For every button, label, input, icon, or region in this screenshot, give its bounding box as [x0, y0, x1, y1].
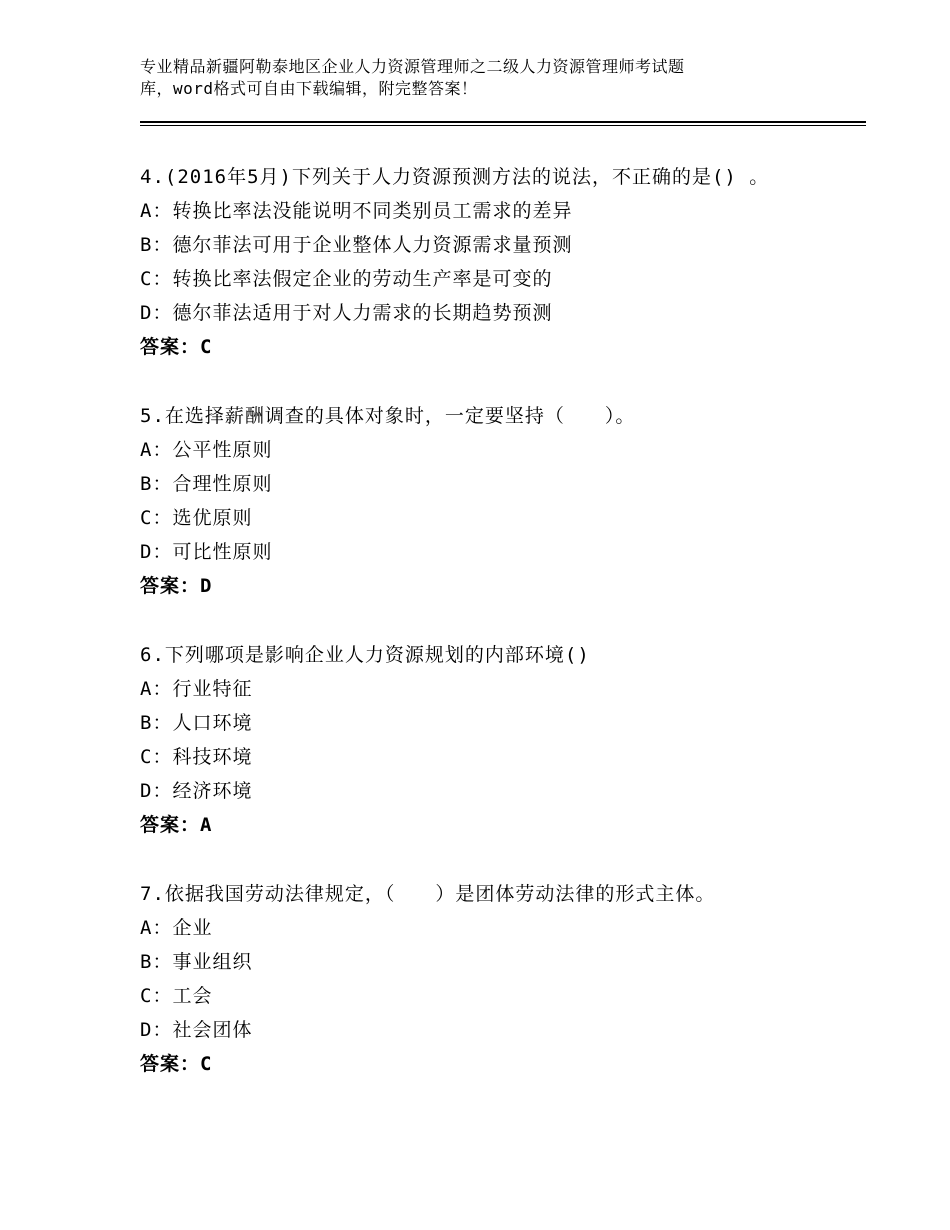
question-5: [140, 399, 880, 603]
option-c: C：科技环境: [140, 746, 253, 768]
option-a: A：转换比率法没能说明不同类别员工需求的差异: [140, 200, 573, 222]
option-b: B：德尔菲法可用于企业整体人力资源需求量预测: [140, 234, 573, 256]
question-7: [140, 877, 880, 1081]
answer: 答案：C: [140, 336, 213, 358]
answer: 答案：A: [140, 814, 213, 836]
header-divider-thin: [140, 125, 866, 126]
option-d: D：德尔菲法适用于对人力需求的长期趋势预测: [140, 302, 553, 324]
option-a: A：行业特征: [140, 678, 253, 700]
option-d: D：经济环境: [140, 780, 253, 802]
document-header: [140, 56, 820, 100]
question-stem: 5.在选择薪酬调查的具体对象时，一定要坚持（ ）。: [140, 405, 636, 427]
option-c: C：工会: [140, 985, 213, 1007]
question-6: [140, 638, 880, 842]
header-divider: [140, 121, 866, 123]
question-stem: 7.依据我国劳动法律规定，（ ）是团体劳动法律的形式主体。: [140, 883, 716, 905]
option-b: B：人口环境: [140, 712, 253, 734]
question-stem: 6.下列哪项是影响企业人力资源规划的内部环境(): [140, 644, 590, 666]
option-a: A：公平性原则: [140, 439, 273, 461]
answer: 答案：D: [140, 575, 213, 597]
option-c: C：转换比率法假定企业的劳动生产率是可变的: [140, 268, 553, 290]
option-a: A：企业: [140, 917, 213, 939]
option-b: B：合理性原则: [140, 473, 273, 495]
option-b: B：事业组织: [140, 951, 253, 973]
question-4: [140, 160, 880, 364]
answer: 答案：C: [140, 1053, 213, 1075]
option-d: D：可比性原则: [140, 541, 273, 563]
header-line-2: 库，word格式可自由下载编辑，附完整答案！: [140, 79, 478, 98]
question-stem: 4.(2016年5月)下列关于人力资源预测方法的说法，不正确的是() 。: [140, 166, 770, 188]
option-d: D：社会团体: [140, 1019, 253, 1041]
header-line-1: 专业精品新疆阿勒泰地区企业人力资源管理师之二级人力资源管理师考试题: [140, 57, 685, 76]
option-c: C：选优原则: [140, 507, 253, 529]
